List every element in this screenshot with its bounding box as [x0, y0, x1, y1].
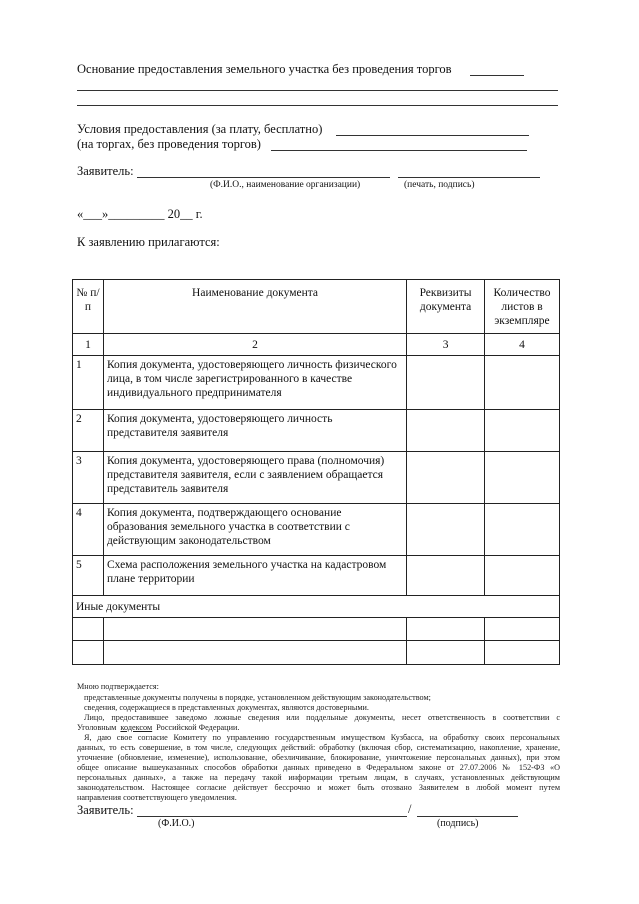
- row-doc-name: Копия документа, подтверждающего основание образования земельного участка в соответствии с действующим законодательством: [103, 504, 406, 556]
- applicant-name-caption: (Ф.И.О., наименование организации): [210, 180, 361, 190]
- footer-sign-caption: (подпись): [437, 818, 479, 829]
- row-requisites-cell[interactable]: [407, 556, 485, 596]
- col-number-1: 1: [73, 334, 104, 356]
- consent-line-5: персональных данных», а также на передачу такой информации третьим лицам, в случаях, установленных действующим: [77, 773, 560, 782]
- basis-field[interactable]: [470, 75, 524, 76]
- applicant-label: Заявитель:: [77, 164, 134, 178]
- attachments-title: К заявлению прилагаются:: [77, 235, 220, 249]
- criminal-code-link[interactable]: кодексом: [120, 723, 153, 732]
- table-row: [73, 504, 560, 556]
- basis-field-line-2[interactable]: [77, 90, 558, 91]
- basis-field-line-3[interactable]: [77, 105, 558, 106]
- row-num: 1: [73, 356, 104, 410]
- empty-name-cell[interactable]: [103, 641, 406, 665]
- header-num: № п/п: [73, 280, 104, 334]
- footer-name-caption: (Ф.И.О.): [158, 818, 195, 829]
- empty-requisites-cell[interactable]: [407, 618, 485, 641]
- confirm-heading: Мною подтверждается:: [77, 682, 159, 691]
- row-sheets-cell[interactable]: [485, 556, 560, 596]
- table-row: [73, 410, 560, 452]
- footer-slash: /: [408, 802, 412, 816]
- header-sheets: Количество листов в экземпляре: [485, 280, 560, 334]
- applicant-sign-field[interactable]: [398, 177, 540, 178]
- date-line[interactable]: «___»_________ 20__ г.: [77, 207, 203, 221]
- row-num: 2: [73, 410, 104, 452]
- conditions-field-1[interactable]: [336, 135, 529, 136]
- row-num: 3: [73, 452, 104, 504]
- row-doc-name: Копия документа, удостоверяющего права (полномочия) представителя заявителя, если с заявлением обращается представитель заявителя: [103, 452, 406, 504]
- table-row: [73, 556, 560, 596]
- confirm-item-1: представленные документы получены в порядке, установленном действующим законодательством;: [84, 693, 431, 702]
- empty-name-cell[interactable]: [103, 618, 406, 641]
- col-number-3: 3: [407, 334, 485, 356]
- conditions-label-1: Условия предоставления (за плату, бесплатно): [77, 122, 323, 136]
- column-number-row: [73, 334, 560, 356]
- table-row-empty: [73, 641, 560, 665]
- liability-text-b: Российской Федерации.: [156, 723, 240, 732]
- header-requisites: Реквизиты документа: [407, 280, 485, 334]
- row-num: 4: [73, 504, 104, 556]
- row-sheets-cell[interactable]: [485, 504, 560, 556]
- liability-line-1: Лицо, предоставившее заведомо ложные сведения или поддельные документы, несет ответственность в соответствии с: [84, 713, 560, 722]
- conditions-label-2: (на торгах, без проведения торгов): [77, 137, 261, 151]
- applicant-name-field[interactable]: [137, 177, 390, 178]
- consent-line-1: Я, даю свое согласие Комитету по управлению государственным имуществом Кузбасса, на обработку своих персональных: [84, 733, 560, 742]
- footer-sign-field[interactable]: [417, 816, 518, 817]
- table-row-empty: [73, 618, 560, 641]
- col-number-4: 4: [485, 334, 560, 356]
- header-name: Наименование документа: [103, 280, 406, 334]
- empty-sheets-cell[interactable]: [485, 641, 560, 665]
- consent-line-2: данных, то есть совершение, в том числе, следующих действий: обработку (включая сбор, систематизацию, накопление, хранение,: [77, 743, 560, 752]
- basis-label: Основание предоставления земельного участка без проведения торгов: [77, 62, 452, 76]
- col-number-2: 2: [103, 334, 406, 356]
- footer-applicant-label: Заявитель:: [77, 803, 134, 817]
- liability-text-a: Уголовным: [77, 723, 117, 732]
- consent-line-7: направления соответствующего уведомления.: [77, 793, 237, 802]
- row-sheets-cell[interactable]: [485, 452, 560, 504]
- consent-line-4: общее описание вышеуказанных способов обработки данных приведено в Федеральном законе от 27.07.2006 № 152-ФЗ «О: [77, 763, 560, 772]
- liability-line-2: [77, 723, 239, 733]
- table-row: [73, 356, 560, 410]
- empty-num-cell[interactable]: [73, 618, 104, 641]
- table-header-row: [73, 280, 560, 334]
- applicant-sign-caption: (печать, подпись): [404, 180, 475, 190]
- other-docs-label: Иные документы: [73, 596, 560, 618]
- empty-num-cell[interactable]: [73, 641, 104, 665]
- conditions-field-2[interactable]: [271, 150, 527, 151]
- consent-line-3: уточнение (обновление, изменение), использование, обезличивание, блокирование, уничтожение персональных данных), при этом: [77, 753, 560, 762]
- row-sheets-cell[interactable]: [485, 356, 560, 410]
- consent-line-6: законодательством. Настоящее согласие действует бессрочно и может быть отозвано Заявителем в любой момент путем: [77, 783, 560, 792]
- documents-table: [72, 279, 560, 665]
- table-row: [73, 452, 560, 504]
- footer-name-field[interactable]: [137, 816, 407, 817]
- confirm-item-2: сведения, содержащиеся в представленных документах, являются достоверными.: [84, 703, 369, 712]
- row-requisites-cell[interactable]: [407, 410, 485, 452]
- row-requisites-cell[interactable]: [407, 504, 485, 556]
- other-docs-row: [73, 596, 560, 618]
- row-num: 5: [73, 556, 104, 596]
- empty-requisites-cell[interactable]: [407, 641, 485, 665]
- row-doc-name: Копия документа, удостоверяющего личность физического лица, в том числе зарегистрированного в качестве индивидуального предпринимателя: [103, 356, 406, 410]
- row-sheets-cell[interactable]: [485, 410, 560, 452]
- row-requisites-cell[interactable]: [407, 452, 485, 504]
- row-doc-name: Схема расположения земельного участка на кадастровом плане территории: [103, 556, 406, 596]
- row-doc-name: Копия документа, удостоверяющего личность представителя заявителя: [103, 410, 406, 452]
- empty-sheets-cell[interactable]: [485, 618, 560, 641]
- row-requisites-cell[interactable]: [407, 356, 485, 410]
